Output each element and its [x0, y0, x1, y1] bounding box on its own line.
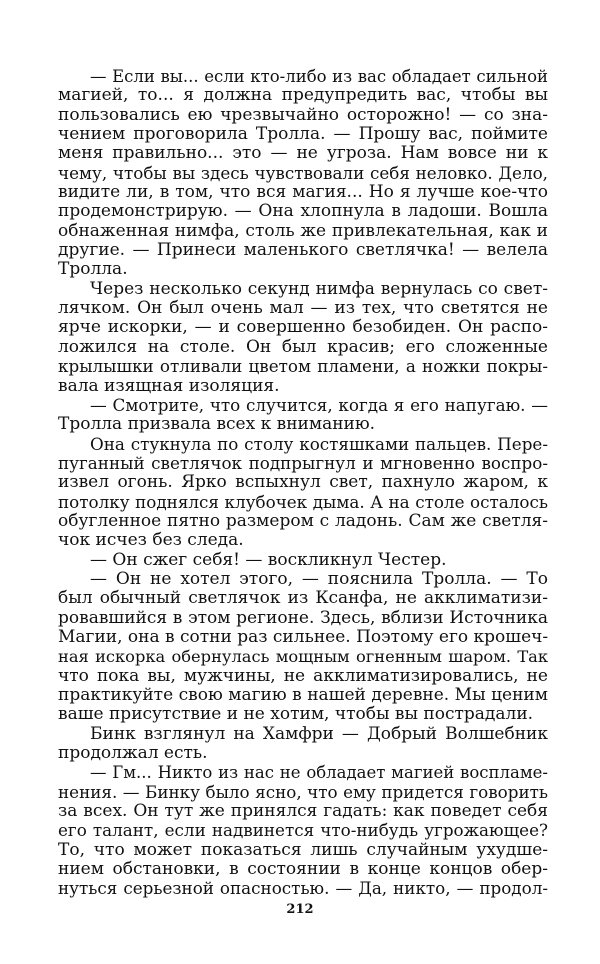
text-line: видите ли, в том, что вся магия... Но я лучше кое-что [58, 182, 548, 203]
text-line: потолку поднялся клубочек дыма. А на столе осталось [58, 491, 548, 512]
text-line: магией, то... я должна предупредить вас, чтобы вы [58, 85, 548, 106]
text-line: продемонстрирую. — Она хлопнула в ладоши. Вошла [58, 201, 548, 222]
text-line: что пока вы, мужчины, не акклиматизировались, не [58, 665, 548, 686]
text-line: его талант, если надвинется что-нибудь угрожающее? [58, 820, 548, 841]
text-line: Она стукнула по столу костяшками пальцев. Пере- [90, 433, 548, 454]
text-line: чением проговорила Тролла. — Прошу вас, поймите [58, 124, 548, 145]
body-text [58, 67, 548, 899]
text-line: ярче искорки, — и совершенно безобиден. Он распо- [58, 317, 548, 338]
text-line: за всех. Он тут же принялся гадать: как поведет себя [58, 801, 548, 822]
text-line: другие. — Принеси маленького светлячка! — велела [58, 240, 548, 261]
text-line: — Смотрите, что случится, когда я его напугаю. — [90, 394, 548, 415]
text-line: Тролла. [58, 259, 128, 280]
text-line: обугленное пятно размером с ладонь. Сам же светля- [58, 510, 548, 531]
text-line: меня правильно... это — не угроза. Нам вовсе ни к [58, 143, 548, 164]
text-line: ровавшийся в этом регионе. Здесь, вблизи Источника [58, 607, 548, 628]
text-line: был обычный светлячок из Ксанфа, не акклиматизи- [58, 588, 548, 609]
text-line: ваше присутствие и не хотим, чтобы вы пострадали. [58, 704, 534, 725]
text-line: нием обстановки, в состоянии в конце концов обер- [58, 859, 548, 880]
text-line: Тролла призвала всех к вниманию. [58, 414, 376, 435]
text-line: ная искорка обернулась мощным огненным шаром. Так [58, 647, 548, 667]
text-line: пуганный светлячок подпрыгнул и мгновенно воспро- [58, 452, 548, 473]
text-line: лячком. Он был очень мал — из тех, что светятся не [58, 298, 548, 319]
text-line: крылышки отливали цветом пламени, а ножки покры- [58, 356, 548, 377]
text-line: Через несколько секунд нимфа вернулась со свет- [90, 278, 548, 299]
text-line: — Он не хотел этого, — пояснила Тролла. — То [90, 568, 548, 589]
text-line: практикуйте свою магию в нашей деревне. Мы ценим [58, 685, 548, 705]
text-line: чок исчез без следа. [58, 530, 244, 551]
text-line: извел огонь. Ярко вспыхнул свет, пахнуло жаром, к [58, 472, 548, 493]
text-line: То, что может показаться лишь случайным ухудше- [58, 839, 548, 860]
text-line: нения. — Бинку было ясно, что ему придется говорить [58, 781, 548, 802]
text-line: — Гм... Никто из нас не обладает магией воспламе- [90, 763, 548, 783]
text-line: — Он сжег себя! — воскликнул Честер. [90, 549, 447, 570]
text-line: обнаженная нимфа, столь же привлекательная, как и [58, 220, 548, 241]
text-line: Магии, она в сотни раз сильнее. Поэтому его крошеч- [58, 626, 549, 647]
text-line: — Если вы... если кто-либо из вас обладает сильной [90, 67, 548, 86]
text-line: Бинк взглянул на Хамфри — Добрый Волшебник [90, 723, 548, 744]
text-line: ложился на столе. Он был красив; его сложенные [58, 336, 548, 357]
text-line: чему, чтобы вы здесь чувствовали себя неловко. Дело, [58, 162, 548, 183]
text-line: вала изящная изоляция. [58, 375, 280, 396]
text-line: продолжал есть. [58, 743, 208, 764]
text-line: пользовались ею чрезвычайно осторожно! — со зна- [58, 104, 548, 125]
page-number: 212 [286, 902, 314, 917]
text-line: нуться серьезной опасностью. — Да, никто, — продол- [58, 878, 548, 899]
